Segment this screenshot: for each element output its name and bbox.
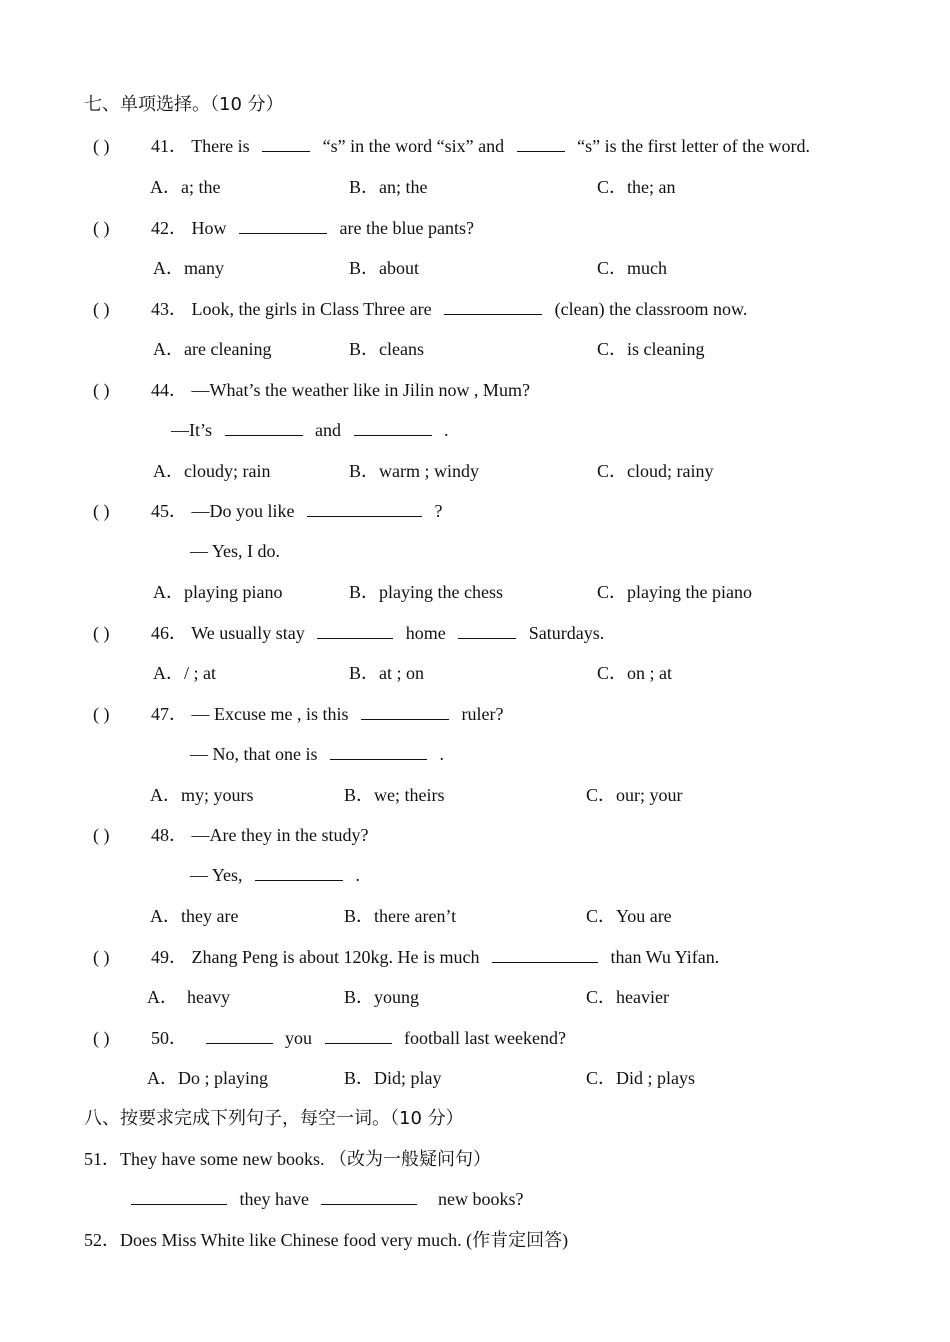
question-41 bbox=[151, 135, 810, 157]
question-text: ? bbox=[434, 501, 443, 521]
blank[interactable] bbox=[239, 218, 327, 234]
question-text: “s” in the word “six” and bbox=[322, 136, 505, 156]
option-c[interactable]: C．cloud; rainy bbox=[597, 461, 714, 481]
answer-paren[interactable]: ( ) bbox=[93, 218, 110, 238]
blank[interactable] bbox=[307, 501, 422, 517]
option-c[interactable]: C．heavier bbox=[586, 987, 669, 1007]
option-a[interactable]: A．/ ; at bbox=[153, 663, 216, 683]
blank[interactable] bbox=[444, 299, 542, 315]
option-a[interactable]: A．playing piano bbox=[153, 582, 283, 602]
question-number: 44． bbox=[151, 380, 187, 400]
question-text: — Excuse me , is this bbox=[191, 704, 349, 724]
option-b[interactable]: B．we; theirs bbox=[344, 785, 445, 805]
question-number: 45． bbox=[151, 501, 187, 521]
option-c[interactable]: C．on ; at bbox=[597, 663, 672, 683]
blank[interactable] bbox=[330, 744, 427, 760]
reply-text: — Yes, I do. bbox=[190, 541, 281, 561]
option-b[interactable]: B．warm ; windy bbox=[349, 461, 479, 481]
blank[interactable] bbox=[321, 1189, 417, 1205]
question-52: 52．Does Miss White like Chinese food very much. (作肯定回答) bbox=[84, 1230, 569, 1250]
answer-paren[interactable]: ( ) bbox=[93, 299, 110, 319]
blank[interactable] bbox=[255, 865, 343, 881]
option-c[interactable]: C．is cleaning bbox=[597, 339, 705, 359]
option-a[interactable]: A． heavy bbox=[147, 987, 230, 1007]
answer-text: new books? bbox=[437, 1189, 524, 1209]
blank[interactable] bbox=[206, 1028, 273, 1044]
question-number: 49． bbox=[151, 947, 187, 967]
question-number: 48． bbox=[151, 825, 187, 845]
option-a[interactable]: A．are cleaning bbox=[153, 339, 272, 359]
reply-text: . bbox=[439, 744, 444, 764]
blank[interactable] bbox=[361, 704, 449, 720]
question-46 bbox=[151, 622, 604, 644]
question-45 bbox=[151, 500, 443, 522]
option-c[interactable]: C．much bbox=[597, 258, 667, 278]
question-50 bbox=[151, 1027, 566, 1049]
option-b[interactable]: B．at ; on bbox=[349, 663, 424, 683]
reply-text: . bbox=[444, 420, 449, 440]
blank[interactable] bbox=[317, 623, 393, 639]
option-b[interactable]: B．Did; play bbox=[344, 1068, 442, 1088]
option-a[interactable]: A．they are bbox=[150, 906, 239, 926]
question-text: We usually stay bbox=[191, 623, 305, 643]
blank[interactable] bbox=[225, 420, 303, 436]
question-44-reply bbox=[171, 419, 449, 441]
question-text: you bbox=[285, 1028, 312, 1048]
blank[interactable] bbox=[325, 1028, 392, 1044]
option-b[interactable]: B．there aren’t bbox=[344, 906, 457, 926]
answer-paren[interactable]: ( ) bbox=[93, 623, 110, 643]
question-number: 43． bbox=[151, 299, 187, 319]
question-text: home bbox=[405, 623, 446, 643]
question-number: 50． bbox=[151, 1028, 187, 1048]
blank[interactable] bbox=[492, 947, 598, 963]
question-number: 47． bbox=[151, 704, 187, 724]
question-48-reply bbox=[190, 864, 360, 886]
question-text: than Wu Yifan. bbox=[610, 947, 720, 967]
option-c[interactable]: C．Did ; plays bbox=[586, 1068, 696, 1088]
question-text: —Are they in the study? bbox=[191, 825, 369, 845]
answer-paren[interactable]: ( ) bbox=[93, 380, 110, 400]
option-b[interactable]: B．about bbox=[349, 258, 419, 278]
question-47 bbox=[151, 703, 503, 725]
question-44 bbox=[151, 379, 530, 401]
blank[interactable] bbox=[262, 136, 310, 152]
section-8-heading: 八、按要求完成下列句子，每空一词。（10 分） bbox=[84, 1108, 464, 1129]
question-text: are the blue pants? bbox=[339, 218, 474, 238]
reply-text: — Yes, bbox=[190, 865, 243, 885]
option-c[interactable]: C．the; an bbox=[597, 177, 676, 197]
question-text: —Do you like bbox=[191, 501, 295, 521]
answer-paren[interactable]: ( ) bbox=[93, 704, 110, 724]
question-47-reply bbox=[190, 743, 444, 765]
blank[interactable] bbox=[131, 1189, 227, 1205]
reply-text: — No, that one is bbox=[190, 744, 318, 764]
option-b[interactable]: B．playing the chess bbox=[349, 582, 503, 602]
answer-paren[interactable]: ( ) bbox=[93, 825, 110, 845]
answer-paren[interactable]: ( ) bbox=[93, 1028, 110, 1048]
option-a[interactable]: A．cloudy; rain bbox=[153, 461, 271, 481]
option-a[interactable]: A．many bbox=[153, 258, 224, 278]
reply-text: —It’s bbox=[171, 420, 213, 440]
question-text: “s” is the first letter of the word. bbox=[577, 136, 811, 156]
question-text: Saturdays. bbox=[528, 623, 605, 643]
option-c[interactable]: C．our; your bbox=[586, 785, 683, 805]
answer-paren[interactable]: ( ) bbox=[93, 136, 110, 156]
question-text: There is bbox=[191, 136, 250, 156]
reply-text: . bbox=[355, 865, 361, 885]
option-a[interactable]: A．my; yours bbox=[150, 785, 254, 805]
question-text: (clean) the classroom now. bbox=[554, 299, 748, 319]
answer-paren[interactable]: ( ) bbox=[93, 501, 110, 521]
option-b[interactable]: B．an; the bbox=[349, 177, 428, 197]
blank[interactable] bbox=[458, 623, 516, 639]
option-a[interactable]: A．Do ; playing bbox=[147, 1068, 268, 1088]
blank[interactable] bbox=[354, 420, 432, 436]
question-text: Zhang Peng is about 120kg. He is much bbox=[191, 947, 480, 967]
question-42 bbox=[151, 217, 474, 239]
option-b[interactable]: B．young bbox=[344, 987, 420, 1007]
option-c[interactable]: C．playing the piano bbox=[597, 582, 752, 602]
question-48 bbox=[151, 824, 368, 846]
question-number: 42． bbox=[151, 218, 187, 238]
question-text: —What’s the weather like in Jilin now , Mum? bbox=[191, 380, 530, 400]
option-b[interactable]: B．cleans bbox=[349, 339, 424, 359]
question-51: 51．They have some new books. （改为一般疑问句） bbox=[84, 1149, 491, 1169]
question-43 bbox=[151, 298, 747, 320]
question-number: 41． bbox=[151, 136, 187, 156]
section-7-heading: 七、单项选择。（10 分） bbox=[84, 94, 284, 115]
question-text: How bbox=[191, 218, 227, 238]
question-text: ruler? bbox=[461, 704, 504, 724]
answer-paren[interactable]: ( ) bbox=[93, 947, 110, 967]
reply-text: and bbox=[315, 420, 342, 440]
option-c[interactable]: C．You are bbox=[586, 906, 672, 926]
question-number: 46． bbox=[151, 623, 187, 643]
question-51-answer bbox=[131, 1188, 523, 1210]
blank[interactable] bbox=[517, 136, 565, 152]
option-a[interactable]: A．a; the bbox=[150, 177, 221, 197]
question-text: football last weekend? bbox=[404, 1028, 566, 1048]
question-text: Look, the girls in Class Three are bbox=[191, 299, 432, 319]
answer-text: they have bbox=[239, 1189, 309, 1209]
question-49 bbox=[151, 946, 719, 968]
